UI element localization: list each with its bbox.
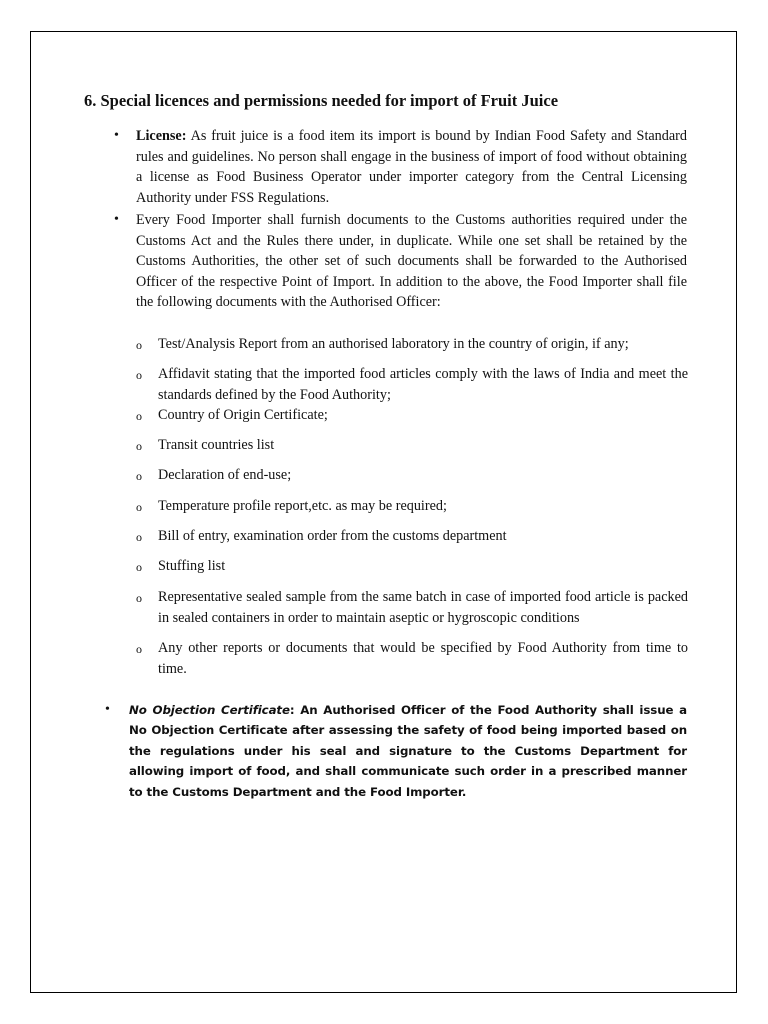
sub-item-text: Test/Analysis Report from an authorised laboratory in the country of origin, if any; (158, 336, 629, 352)
sub-item-text: Temperature profile report,etc. as may be required; (158, 498, 447, 514)
bullet-food-importer (114, 210, 687, 313)
sub-bullet-glyph: o (136, 560, 142, 574)
sub-item-end-use (136, 465, 688, 486)
bullet-text: As fruit juice is a food item its import is bound by Indian Food Safety and Standard rules and guidelines. No person shall engage in the business of import of food without obtaining a license as Food Business Operator under importer category from the Central Licensing Authority under FSS Regulations. (136, 128, 687, 206)
bullet-glyph: • (114, 212, 119, 227)
sub-bullet-glyph: o (136, 409, 142, 423)
bullet-label: License: (136, 128, 187, 144)
sub-item-origin-certificate (136, 405, 688, 426)
sub-item-temperature-profile (136, 496, 688, 517)
bullet-glyph: • (105, 702, 110, 717)
sub-item-text: Transit countries list (158, 437, 275, 453)
sub-item-text: Declaration of end-use; (158, 467, 292, 483)
sub-bullet-glyph: o (136, 338, 142, 352)
sub-bullet-glyph: o (136, 591, 142, 605)
sub-item-text: Country of Origin Certificate; (158, 407, 328, 423)
sub-item-test-report (136, 334, 688, 355)
sub-item-transit-countries (136, 435, 688, 456)
section-heading: 6. Special licences and permissions needed for import of Fruit Juice (84, 91, 559, 110)
bullet-glyph: • (114, 128, 119, 143)
sub-bullet-glyph: o (136, 642, 142, 656)
bullet-text: Every Food Importer shall furnish documents to the Customs authorities required under the Customs Act and the Rules there under, in duplicate. While one set shall be retained by the Customs Authorities, the other set of such documents shall be forwarded to the Authorised Officer of the respective Point of Import. In addition to the above, the Food Importer shall file the following documents with the Authorised Officer: (136, 212, 687, 311)
sub-bullet-glyph: o (136, 439, 142, 453)
sub-bullet-glyph: o (136, 368, 142, 382)
sub-item-stuffing-list (136, 556, 688, 577)
sub-item-sealed-sample (136, 587, 688, 628)
sub-item-affidavit (136, 364, 688, 405)
sub-item-text: Stuffing list (158, 558, 226, 574)
noc-colon: : (289, 703, 295, 717)
sub-item-text: Bill of entry, examination order from the customs department (158, 528, 507, 544)
sub-item-text: Any other reports or documents that would be specified by Food Authority from time to time. (158, 640, 688, 677)
sub-bullet-glyph: o (136, 530, 142, 544)
sub-item-text: Representative sealed sample from the same batch in case of imported food article is packed in sealed containers in order to maintain aseptic or hygroscopic conditions (158, 589, 688, 626)
bullet-license (114, 126, 687, 208)
sub-bullet-glyph: o (136, 469, 142, 483)
sub-item-text: Affidavit stating that the imported food articles comply with the laws of India and meet the standards defined by the Food Authority; (158, 366, 688, 403)
noc-label: No Objection Certificate (129, 703, 290, 717)
sub-item-other-reports (136, 638, 688, 679)
noc-text: An Authorised Officer of the Food Authority shall issue a No Objection Certificate after assessing the safety of food being imported based on the regulations under his seal and signature to the Customs Department for allowing import of food, and shall communicate such order in a prescribed manner to the Customs Department and the Food Importer. (129, 703, 687, 799)
bullet-no-objection-certificate (105, 700, 687, 802)
sub-item-bill-of-entry (136, 526, 688, 547)
sub-bullet-glyph: o (136, 500, 142, 514)
